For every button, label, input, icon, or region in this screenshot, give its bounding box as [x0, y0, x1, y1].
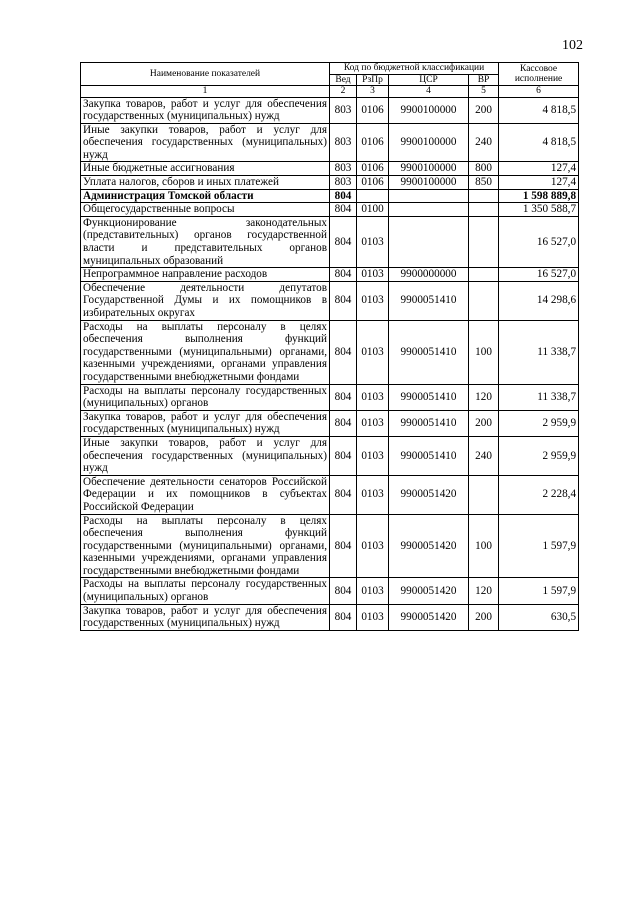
cell-vr: 200 [469, 410, 499, 436]
header-vr: ВР [469, 74, 499, 86]
page-number: 102 [562, 38, 583, 53]
cell-amount: 1 598 889,8 [499, 189, 579, 203]
cell-ved: 804 [330, 203, 357, 217]
table-row [81, 123, 579, 162]
cell-name: Обеспечение деятельности сенаторов Российской Федерации и их помощников в субъектах Российской Федерации [81, 475, 330, 514]
cell-vr [469, 216, 499, 267]
cell-vr: 240 [469, 123, 499, 162]
table-row [81, 97, 579, 123]
cell-csr: 9900100000 [389, 123, 469, 162]
cell-amount: 2 228,4 [499, 475, 579, 514]
table-row [81, 514, 579, 578]
table-body [81, 97, 579, 630]
cell-name: Расходы на выплаты персоналу государственных (муниципальных) органов [81, 578, 330, 604]
cell-rzpr: 0103 [357, 436, 389, 475]
cell-rzpr: 0106 [357, 123, 389, 162]
cell-vr [469, 203, 499, 217]
cell-csr: 9900051420 [389, 604, 469, 630]
cell-name: Общегосударственные вопросы [81, 203, 330, 217]
cell-vr: 800 [469, 162, 499, 176]
cell-csr [389, 216, 469, 267]
cell-amount: 16 527,0 [499, 216, 579, 267]
cell-vr: 100 [469, 320, 499, 384]
table-row [81, 578, 579, 604]
cell-ved: 804 [330, 410, 357, 436]
cell-amount: 11 338,7 [499, 320, 579, 384]
cell-amount: 16 527,0 [499, 268, 579, 282]
cell-ved: 804 [330, 604, 357, 630]
cell-ved: 804 [330, 436, 357, 475]
cell-name: Функционирование законодательных (представительных) органов государственной власти и представительных органов муниципальных образований [81, 216, 330, 267]
cell-csr: 9900051410 [389, 436, 469, 475]
cell-name: Обеспечение деятельности депутатов Государственной Думы и их помощников в избирательных округах [81, 281, 330, 320]
cell-amount: 2 959,9 [499, 436, 579, 475]
cell-name: Непрограммное направление расходов [81, 268, 330, 282]
cell-amount: 127,4 [499, 176, 579, 190]
column-number: 4 [389, 86, 469, 98]
cell-name: Иные бюджетные ассигнования [81, 162, 330, 176]
cell-name: Закупка товаров, работ и услуг для обеспечения государственных (муниципальных) нужд [81, 604, 330, 630]
header-execution: Кассовое исполнение [499, 63, 579, 86]
cell-rzpr: 0103 [357, 384, 389, 410]
cell-vr: 120 [469, 578, 499, 604]
cell-name: Уплата налогов, сборов и иных платежей [81, 176, 330, 190]
cell-ved: 804 [330, 189, 357, 203]
cell-name: Закупка товаров, работ и услуг для обеспечения государственных (муниципальных) нужд [81, 410, 330, 436]
header-name: Наименование показателей [81, 63, 330, 86]
cell-ved: 803 [330, 176, 357, 190]
cell-amount: 14 298,6 [499, 281, 579, 320]
cell-name: Администрация Томской области [81, 189, 330, 203]
cell-amount: 127,4 [499, 162, 579, 176]
table-row [81, 320, 579, 384]
cell-rzpr [357, 189, 389, 203]
cell-ved: 804 [330, 578, 357, 604]
column-number: 1 [81, 86, 330, 98]
cell-amount: 1 350 588,7 [499, 203, 579, 217]
cell-csr: 9900100000 [389, 176, 469, 190]
cell-amount: 1 597,9 [499, 514, 579, 578]
cell-csr: 9900100000 [389, 162, 469, 176]
cell-csr: 9900051410 [389, 281, 469, 320]
cell-ved: 803 [330, 123, 357, 162]
cell-csr: 9900051410 [389, 384, 469, 410]
cell-name: Иные закупки товаров, работ и услуг для обеспечения государственных (муниципальных) нужд [81, 123, 330, 162]
cell-rzpr: 0103 [357, 216, 389, 267]
table-row [81, 604, 579, 630]
table-row [81, 189, 579, 203]
cell-rzpr: 0106 [357, 162, 389, 176]
column-number: 6 [499, 86, 579, 98]
cell-vr [469, 268, 499, 282]
cell-rzpr: 0106 [357, 176, 389, 190]
cell-rzpr: 0103 [357, 320, 389, 384]
table-row [81, 281, 579, 320]
cell-csr [389, 189, 469, 203]
header-ved: Вед [330, 74, 357, 86]
cell-rzpr: 0106 [357, 97, 389, 123]
table-row [81, 203, 579, 217]
table-row [81, 475, 579, 514]
cell-csr: 9900051420 [389, 578, 469, 604]
cell-ved: 804 [330, 475, 357, 514]
cell-amount: 4 818,5 [499, 97, 579, 123]
table-row [81, 410, 579, 436]
table-row [81, 384, 579, 410]
cell-rzpr: 0103 [357, 268, 389, 282]
cell-name: Расходы на выплаты персоналу в целях обеспечения выполнения функций государственными (муниципальными) органами, казенными учреждениями, органами управления государственными внебюджетными фондами [81, 514, 330, 578]
cell-csr: 9900051420 [389, 514, 469, 578]
table-row [81, 162, 579, 176]
cell-name: Расходы на выплаты персоналу государственных (муниципальных) органов [81, 384, 330, 410]
cell-ved: 803 [330, 162, 357, 176]
cell-csr: 9900051410 [389, 320, 469, 384]
cell-csr: 9900100000 [389, 97, 469, 123]
cell-rzpr: 0103 [357, 578, 389, 604]
cell-rzpr: 0100 [357, 203, 389, 217]
cell-vr [469, 281, 499, 320]
cell-ved: 804 [330, 268, 357, 282]
header-csr: ЦСР [389, 74, 469, 86]
cell-ved: 804 [330, 320, 357, 384]
cell-ved: 804 [330, 281, 357, 320]
cell-csr [389, 203, 469, 217]
cell-ved: 803 [330, 97, 357, 123]
cell-rzpr: 0103 [357, 281, 389, 320]
cell-name: Иные закупки товаров, работ и услуг для обеспечения государственных (муниципальных) нужд [81, 436, 330, 475]
header-rzpr: РзПр [357, 74, 389, 86]
cell-rzpr: 0103 [357, 514, 389, 578]
cell-vr: 100 [469, 514, 499, 578]
cell-vr [469, 475, 499, 514]
cell-amount: 2 959,9 [499, 410, 579, 436]
cell-rzpr: 0103 [357, 475, 389, 514]
table-row [81, 176, 579, 190]
column-number: 5 [469, 86, 499, 98]
cell-vr: 850 [469, 176, 499, 190]
table-row [81, 436, 579, 475]
cell-vr: 240 [469, 436, 499, 475]
cell-vr: 120 [469, 384, 499, 410]
cell-ved: 804 [330, 514, 357, 578]
cell-name: Расходы на выплаты персоналу в целях обеспечения выполнения функций государственными (муниципальными) органами, казенными учреждениями, органами управления государственными внебюджетными фондами [81, 320, 330, 384]
header-code-group: Код по бюджетной классификации [330, 63, 499, 75]
budget-execution-table [80, 62, 579, 631]
cell-rzpr: 0103 [357, 410, 389, 436]
column-number: 3 [357, 86, 389, 98]
cell-amount: 1 597,9 [499, 578, 579, 604]
cell-csr: 9900051410 [389, 410, 469, 436]
cell-amount: 630,5 [499, 604, 579, 630]
cell-amount: 11 338,7 [499, 384, 579, 410]
cell-vr: 200 [469, 97, 499, 123]
table-row [81, 268, 579, 282]
cell-ved: 804 [330, 384, 357, 410]
cell-ved: 804 [330, 216, 357, 267]
cell-vr [469, 189, 499, 203]
cell-amount: 4 818,5 [499, 123, 579, 162]
column-number: 2 [330, 86, 357, 98]
cell-csr: 9900051420 [389, 475, 469, 514]
cell-rzpr: 0103 [357, 604, 389, 630]
cell-name: Закупка товаров, работ и услуг для обеспечения государственных (муниципальных) нужд [81, 97, 330, 123]
table-row [81, 216, 579, 267]
cell-vr: 200 [469, 604, 499, 630]
column-number-row [81, 86, 579, 98]
cell-csr: 9900000000 [389, 268, 469, 282]
